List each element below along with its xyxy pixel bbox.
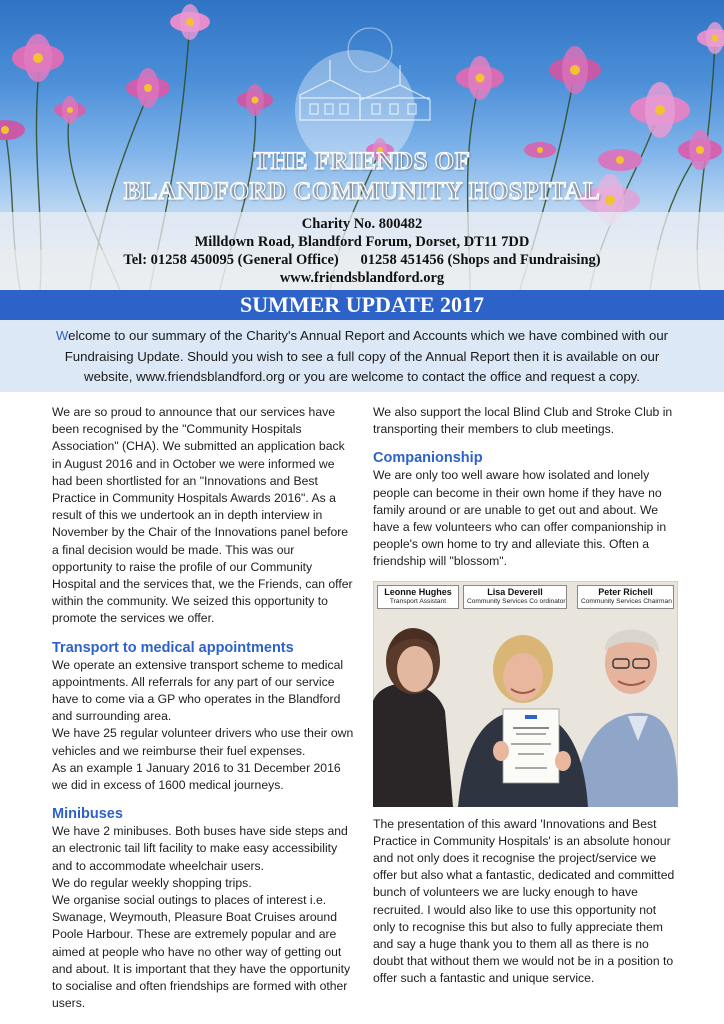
hero-banner	[0, 0, 724, 290]
photo-tag-leonne	[377, 585, 459, 609]
telephone-numbers: Tel: 01258 450095 (General Office) 01258 451456 (Shops and Fundraising)	[123, 252, 601, 268]
photo-tag-name: Leonne Hughes	[384, 586, 452, 597]
companionship-heading: Companionship	[373, 450, 483, 467]
award-photo-illustration	[373, 581, 678, 807]
award-photo	[373, 581, 678, 807]
presentation-paragraph: The presentation of this award 'Innovations and Best Practice in Community Hospitals' is an absolute honour and not only does it recognise the project/service we offer but also what a fantastic, dedicated and committed bunch of volunteers we are lucky enough to have recruited. I would also like to use this opportunity not only to recognise this but also to fully appreciate them and say a huge thank you to them all as there is no doubt that without them we would not be in a position to offer such a fantastic and unique service.	[373, 816, 675, 986]
photo-tag-name: Peter Richell	[598, 586, 653, 597]
minibuses-heading: Minibuses	[52, 806, 123, 823]
award-paragraph: We are so proud to announce that our services have been recognised by the "Community Hospitals Association" (CHA). We submitted an application back in August 2016 and in October we were informed we had been shortlisted for an "Innovations and Best Practice in Community Hospitals Awards 2016". As a result of this we undertook an in depth interview in November by the Chair of the Innovations panel before a final decision would be made. This was our opportunity to raise the profile of our Community Hospital and the services that, we the Friends, can offer within the community. We seized this opportunity to promote the services we offer.	[52, 405, 353, 626]
transport-heading: Transport to medical appointments	[52, 639, 294, 656]
transport-paragraph-3: As an example 1 January 2016 to 31 December 2016 we did in excess of 1600 medical journeys.	[52, 760, 341, 793]
newsletter-title: SUMMER UPDATE 2017	[0, 290, 724, 320]
organisation-name-line2: BLANDFORD COMMUNITY HOSPITAL	[123, 178, 601, 205]
companionship-paragraph: We are only too well aware how isolated and lonely people can become in their own home if they have no family around or are unable to get out and about. We have a few volunteers who can offer companionship in people's own home to try and alleviate this. Often a friendship will "blossom".	[373, 468, 667, 569]
left-column	[52, 404, 357, 1013]
transport-paragraph-1: We operate an extensive transport scheme to medical appointments. All referrals for any part of our service have to come via a GP who operates in the Blandford and surrounding area.	[52, 657, 344, 724]
website-link[interactable]: www.friendsblandford.org	[279, 270, 445, 286]
minibuses-paragraph-1: We have 2 minibuses. Both buses have side steps and an electronic tail lift facility to make easy accessibility and to accommodate wheelchair users.	[52, 824, 348, 873]
postal-address: Milldown Road, Blandford Forum, Dorset, DT11 7DD	[194, 234, 530, 250]
minibuses-paragraph-2: We do regular weekly shopping trips.	[52, 875, 252, 890]
photo-tag-role: Community Services Co ordinator	[467, 597, 566, 605]
charity-number: Charity No. 800482	[301, 216, 423, 232]
photo-tag-peter	[577, 585, 674, 609]
photo-tag-role: Transport Assistant	[389, 597, 447, 605]
photo-tag-lisa	[463, 585, 567, 609]
clubs-paragraph: We also support the local Blind Club and Stroke Club in transporting their members to club meetings.	[373, 405, 673, 437]
certificate-icon	[493, 709, 571, 783]
right-column	[373, 404, 678, 988]
intro-text: elcome to our summary of the Charity's Annual Report and Accounts which we have combined with our Fundraising Update. Should you wish to see a full copy of the Annual Report then it is available on our website, www.friendsblandford.org or you are welcome to contact the office and request a copy.	[64, 328, 669, 384]
intro-initial: W	[55, 328, 69, 343]
minibuses-paragraph-3: We organise social outings to places of interest i.e. Swanage, Weymouth, Pleasure Boat Cruises around Poole Harbour. These are extremely popular and are aimed at people who have no other way of getting out and about. It is important that they have the opportunity to socialise and often friendships are formed with other users.	[52, 893, 351, 1011]
intro-panel	[0, 320, 724, 392]
organisation-name-line1: THE FRIENDS OF	[253, 148, 471, 175]
transport-paragraph-2: We have 25 regular volunteer drivers who use their own vehicles and we reimburse their fuel expenses.	[52, 726, 354, 758]
photo-tag-name: Lisa Deverell	[487, 586, 543, 597]
photo-tag-role: Community Services Chairman	[581, 597, 672, 605]
